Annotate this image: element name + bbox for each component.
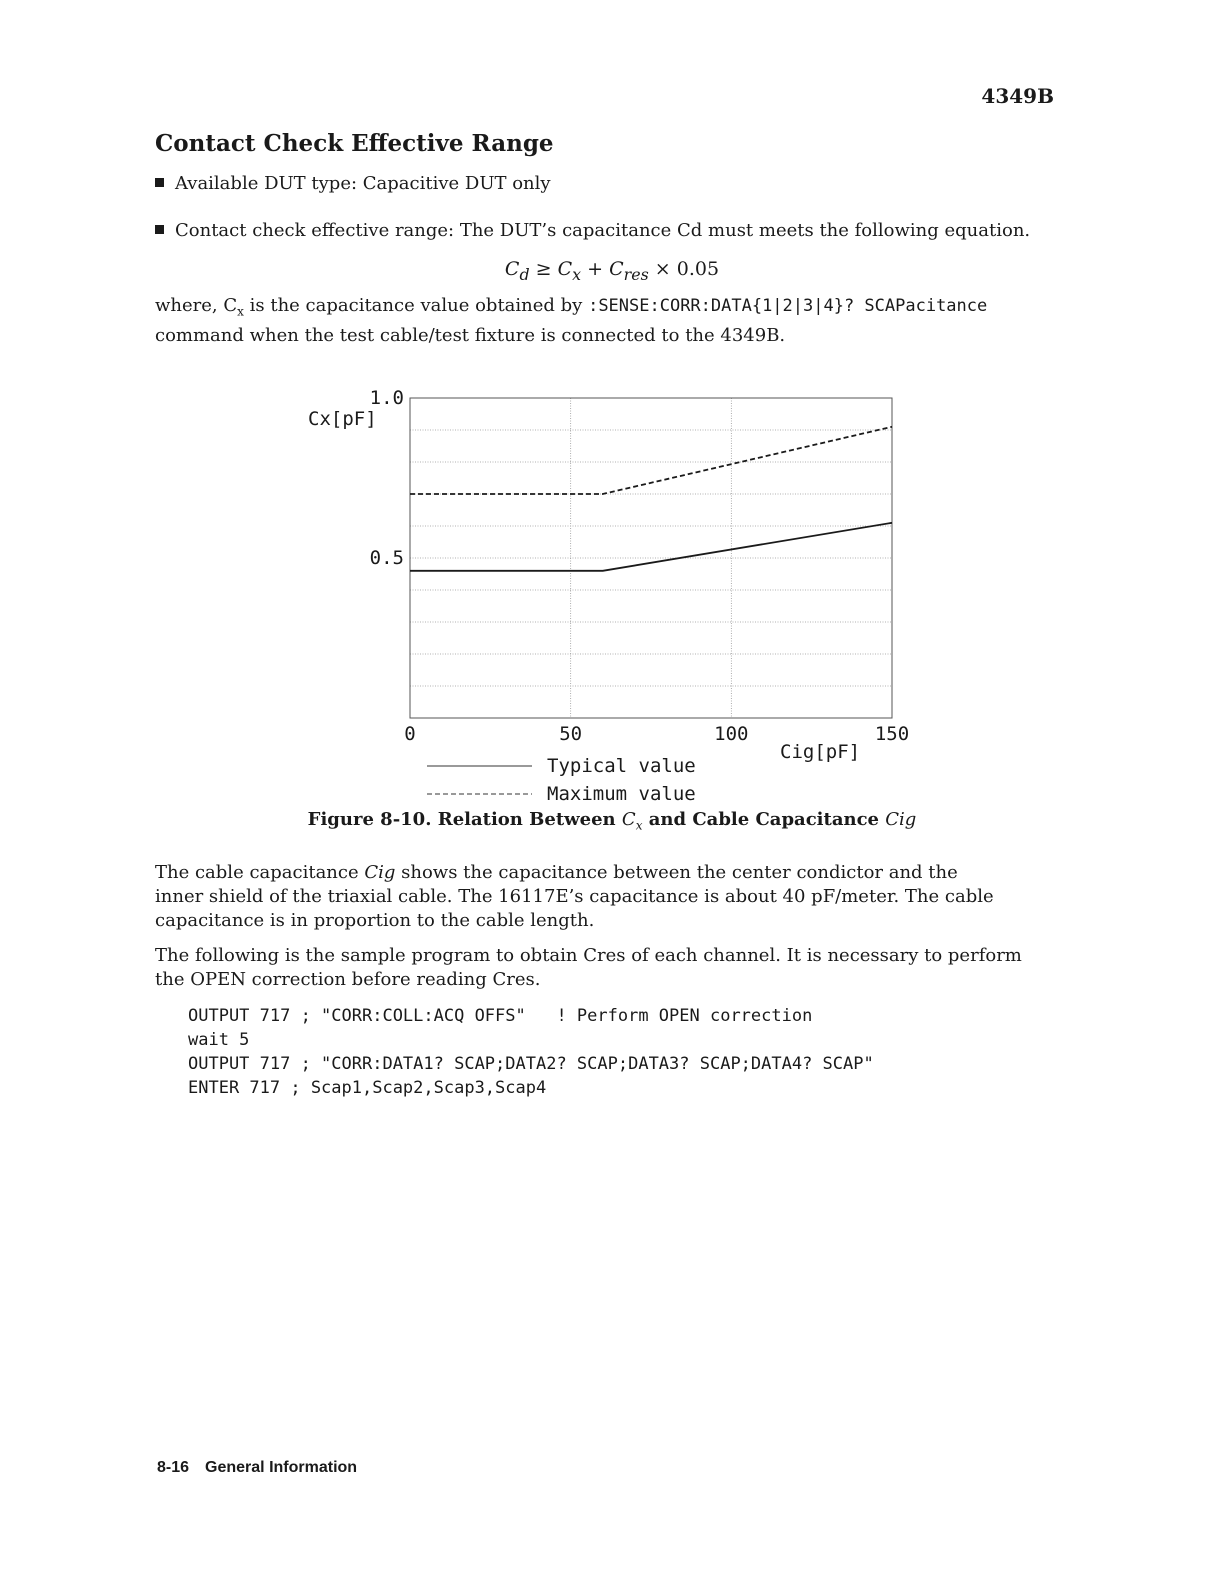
cx-vs-cig-chart	[290, 380, 930, 810]
cable-paragraph: The cable capacitance Cig shows the capacitance between the center condictor and the inner shield of the triaxial cable. The 16117E’s capacitance is about 40 pF/meter. The cable capacitance is in proportion to the cable length.	[155, 862, 994, 931]
page-number: 8-16	[157, 1459, 190, 1476]
section-title: Contact Check Effective Range	[155, 130, 554, 157]
series-maximum-line	[410, 427, 892, 494]
chart-grid	[410, 398, 892, 718]
x-axis-label: Cig[pF]	[780, 741, 861, 763]
y-tick-label: 0.5	[369, 547, 404, 569]
code-line: wait 5	[188, 1030, 250, 1050]
page-header-model: 4349B	[981, 84, 1054, 108]
legend-maximum-label: Maximum value	[547, 783, 696, 805]
x-tick-label: 0	[404, 723, 416, 745]
equation: $C_d \ge C_x + C_{res} \times 0.05$	[504, 258, 720, 284]
code-line: OUTPUT 717 ; "CORR:DATA1? SCAP;DATA2? SCAP;DATA3? SCAP;DATA4? SCAP"	[188, 1054, 874, 1074]
x-tick-label: 100	[714, 723, 749, 745]
bullet-square-icon	[155, 225, 164, 234]
code-line: OUTPUT 717 ; "CORR:COLL:ACQ OFFS" ! Perform OPEN correction	[188, 1006, 813, 1026]
bullet-effective-range: Contact check effective range: The DUT’s capacitance Cd must meets the following equation.	[155, 220, 1030, 241]
where-paragraph: where, $C_x$ is the capacitance value obtained by :SENSE:CORR:DATA{1|2|3|4}? SCAPacitance command when the test cable/test fixture is connected to the 4349B.	[155, 295, 988, 346]
bullet-dut-type: Available DUT type: Capacitive DUT only	[155, 173, 551, 194]
program-paragraph: The following is the sample program to obtain Cres of each channel. It is necessary to perform the OPEN correction before reading Cres.	[155, 945, 1022, 990]
x-tick-label: 50	[559, 723, 583, 745]
code-block	[188, 1004, 874, 1100]
series-typical-line	[410, 523, 892, 571]
code-line: ENTER 717 ; Scap1,Scap2,Scap3,Scap4	[188, 1078, 547, 1098]
y-axis-label: Cx[pF]	[308, 408, 377, 430]
x-tick-label: 150	[874, 723, 910, 745]
page-footer	[157, 1459, 373, 1477]
scpi-command: :SENSE:CORR:DATA{1|2|3|4}? SCAPacitance	[588, 296, 988, 316]
legend-typical-label: Typical value	[547, 755, 696, 777]
figure-caption: Figure 8-10. Relation Between $C_x$ and Cable Capacitance Cig	[307, 809, 917, 833]
footer-title: General Information	[205, 1459, 358, 1476]
bullet-square-icon	[155, 178, 164, 187]
y-tick-label: 1.0	[369, 387, 404, 409]
